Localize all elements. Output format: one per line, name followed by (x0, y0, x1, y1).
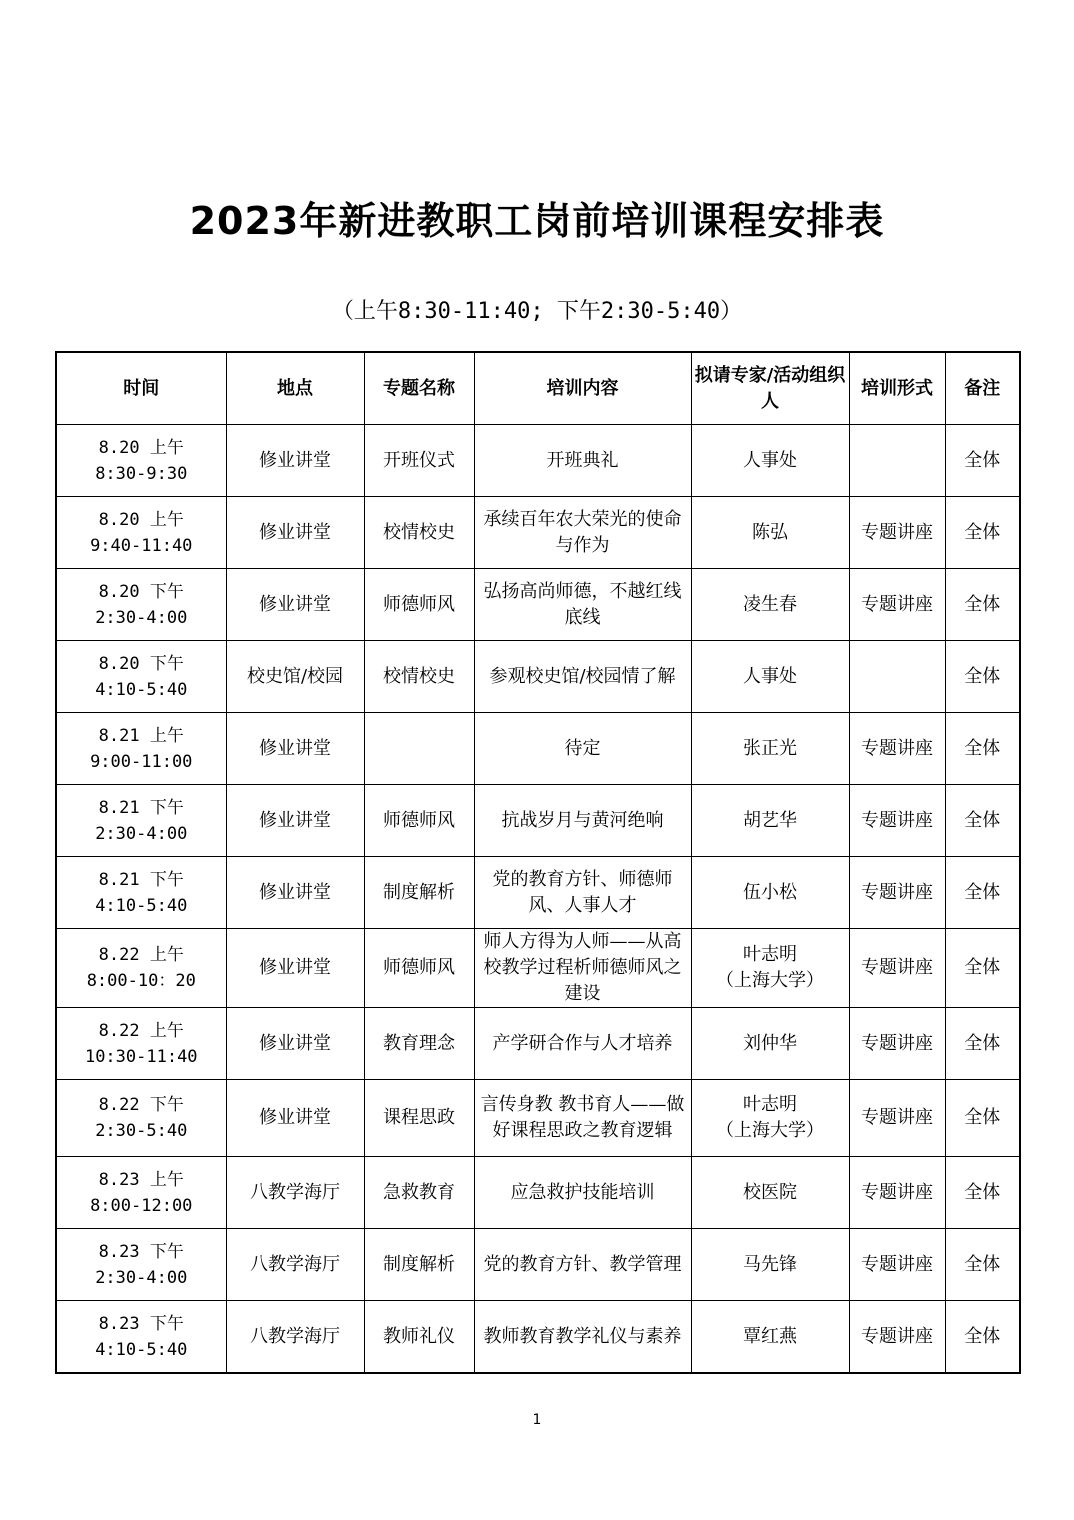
cell-topic: 师德师风 (364, 785, 474, 857)
session-time: 2:30-4:00 (95, 1267, 188, 1288)
table-row (56, 1008, 1020, 1080)
speaker-name: 陈弘 (752, 521, 788, 543)
session-time: 2:30-5:40 (95, 1121, 188, 1141)
table-row (56, 569, 1020, 641)
table-row (56, 497, 1020, 569)
cell-topic: 教育理念 (364, 1008, 474, 1080)
session-time: 10:30-11:40 (84, 1046, 198, 1067)
cell-content: 党的教育方针、师德师风、人事人才 (474, 857, 691, 929)
table-row (56, 425, 1020, 497)
table-row (56, 1229, 1020, 1301)
table-row (56, 1301, 1020, 1374)
header-note: 备注 (945, 352, 1020, 425)
cell-location: 八教学海厅 (226, 1157, 364, 1229)
cell-content: 言传身教 教书育人——做好课程思政之教育逻辑 (474, 1080, 691, 1157)
cell-format: 专题讲座 (849, 785, 945, 857)
cell-format: 专题讲座 (849, 497, 945, 569)
cell-topic: 制度解析 (364, 857, 474, 929)
cell-speaker (691, 713, 849, 785)
header-content: 培训内容 (474, 352, 691, 425)
cell-topic: 师德师风 (364, 569, 474, 641)
speaker-name: 张正光 (743, 737, 797, 759)
cell-time (56, 785, 226, 857)
cell-format: 专题讲座 (849, 1301, 945, 1374)
cell-time (56, 1301, 226, 1374)
speaker-name: 叶志明 (743, 1094, 797, 1115)
cell-speaker (691, 1301, 849, 1374)
cell-topic: 开班仪式 (364, 425, 474, 497)
cell-time (56, 857, 226, 929)
session-time: 4:10-5:40 (95, 895, 188, 916)
speaker-name: 胡艺华 (743, 809, 797, 831)
cell-location: 修业讲堂 (226, 857, 364, 929)
cell-time (56, 497, 226, 569)
cell-speaker (691, 1157, 849, 1229)
session-date: 8.23 下午 (98, 1313, 184, 1334)
session-date: 8.20 下午 (98, 581, 184, 602)
cell-format: 专题讲座 (849, 569, 945, 641)
cell-time (56, 1157, 226, 1229)
cell-format: 专题讲座 (849, 929, 945, 1008)
cell-speaker (691, 1008, 849, 1080)
cell-format: 专题讲座 (849, 1008, 945, 1080)
session-date: 8.23 上午 (98, 1169, 184, 1190)
header-format: 培训形式 (849, 352, 945, 425)
cell-topic (364, 713, 474, 785)
table-row (56, 1080, 1020, 1157)
cell-speaker (691, 425, 849, 497)
cell-format (849, 641, 945, 713)
speaker-organization: （上海大学） (716, 970, 824, 991)
session-time: 4:10-5:40 (95, 679, 188, 700)
cell-location: 修业讲堂 (226, 713, 364, 785)
cell-speaker (691, 1080, 849, 1157)
cell-note: 全体 (945, 857, 1020, 929)
speaker-name: 马先锋 (743, 1253, 797, 1275)
session-date: 8.21 下午 (98, 797, 184, 818)
cell-format: 专题讲座 (849, 1157, 945, 1229)
cell-note: 全体 (945, 1080, 1020, 1157)
cell-content: 党的教育方针、教学管理 (474, 1229, 691, 1301)
table-row (56, 1157, 1020, 1229)
cell-time (56, 425, 226, 497)
session-time: 8:30-9:30 (95, 463, 188, 484)
cell-speaker (691, 641, 849, 713)
session-date: 8.23 下午 (98, 1241, 184, 1262)
page-title: 2023年新进教职工岗前培训课程安排表 (189, 199, 885, 243)
cell-speaker (691, 1229, 849, 1301)
cell-speaker (691, 857, 849, 929)
cell-location: 修业讲堂 (226, 1008, 364, 1080)
cell-content: 师人方得为人师——从高校教学过程析师德师风之建设 (474, 929, 691, 1008)
cell-speaker (691, 929, 849, 1008)
schedule-hours-note: （上午8:30-11:40; 下午2:30-5:40） (331, 299, 743, 324)
cell-note: 全体 (945, 929, 1020, 1008)
cell-location: 修业讲堂 (226, 569, 364, 641)
schedule-table (55, 351, 1021, 1374)
session-time: 2:30-4:00 (95, 607, 188, 628)
cell-location: 八教学海厅 (226, 1301, 364, 1374)
cell-format: 专题讲座 (849, 1080, 945, 1157)
cell-note: 全体 (945, 641, 1020, 713)
cell-content: 抗战岁月与黄河绝响 (474, 785, 691, 857)
table-row (56, 785, 1020, 857)
cell-topic: 校情校史 (364, 497, 474, 569)
cell-time (56, 929, 226, 1008)
table-header-row (56, 352, 1020, 425)
cell-format: 专题讲座 (849, 1229, 945, 1301)
cell-content: 应急救护技能培训 (474, 1157, 691, 1229)
cell-note: 全体 (945, 1008, 1020, 1080)
speaker-name: 刘仲华 (743, 1032, 797, 1054)
cell-note: 全体 (945, 1157, 1020, 1229)
cell-location: 八教学海厅 (226, 1229, 364, 1301)
cell-topic: 课程思政 (364, 1080, 474, 1157)
session-date: 8.22 下午 (98, 1095, 184, 1115)
cell-topic: 校情校史 (364, 641, 474, 713)
cell-content: 待定 (474, 713, 691, 785)
cell-time (56, 641, 226, 713)
cell-note: 全体 (945, 1229, 1020, 1301)
session-time: 8:00-12:00 (90, 1195, 193, 1216)
session-date: 8.22 上午 (98, 1020, 184, 1041)
cell-time (56, 1229, 226, 1301)
table-row (56, 713, 1020, 785)
speaker-name: 凌生春 (743, 593, 797, 615)
cell-time (56, 1080, 226, 1157)
speaker-name: 人事处 (743, 665, 797, 687)
speaker-name: 覃红燕 (743, 1325, 797, 1347)
cell-time (56, 713, 226, 785)
session-date: 8.20 上午 (98, 437, 184, 458)
cell-note: 全体 (945, 1301, 1020, 1374)
cell-note: 全体 (945, 713, 1020, 785)
cell-speaker (691, 569, 849, 641)
session-time: 2:30-4:00 (95, 823, 188, 844)
speaker-name: 叶志明 (743, 944, 797, 965)
cell-topic: 教师礼仪 (364, 1301, 474, 1374)
cell-speaker (691, 785, 849, 857)
session-date: 8.22 上午 (98, 945, 184, 965)
speaker-name: 人事处 (743, 449, 797, 471)
cell-speaker (691, 497, 849, 569)
session-time: 9:40-11:40 (90, 535, 193, 556)
session-date: 8.20 上午 (98, 509, 184, 530)
cell-time (56, 569, 226, 641)
speaker-organization: （上海大学） (716, 1120, 824, 1141)
cell-note: 全体 (945, 425, 1020, 497)
cell-content: 弘扬高尚师德，不越红线底线 (474, 569, 691, 641)
header-topic: 专题名称 (364, 352, 474, 425)
cell-content: 开班典礼 (474, 425, 691, 497)
cell-location: 修业讲堂 (226, 785, 364, 857)
session-date: 8.20 下午 (98, 653, 184, 674)
cell-location: 修业讲堂 (226, 1080, 364, 1157)
cell-note: 全体 (945, 785, 1020, 857)
cell-content: 承续百年农大荣光的使命与作为 (474, 497, 691, 569)
table-row (56, 641, 1020, 713)
cell-location: 修业讲堂 (226, 425, 364, 497)
cell-location: 修业讲堂 (226, 929, 364, 1008)
session-time: 4:10-5:40 (95, 1339, 188, 1360)
session-time: 9:00-11:00 (90, 751, 193, 772)
cell-topic: 师德师风 (364, 929, 474, 1008)
cell-note: 全体 (945, 497, 1020, 569)
speaker-name: 校医院 (743, 1181, 797, 1203)
table-row (56, 857, 1020, 929)
cell-format: 专题讲座 (849, 857, 945, 929)
speaker-name: 伍小松 (743, 881, 797, 903)
page-number: 1 (532, 1412, 542, 1428)
cell-content: 教师教育教学礼仪与素养 (474, 1301, 691, 1374)
cell-time (56, 1008, 226, 1080)
session-date: 8.21 上午 (98, 725, 184, 746)
cell-location: 修业讲堂 (226, 497, 364, 569)
session-date: 8.21 下午 (98, 869, 184, 890)
cell-note: 全体 (945, 569, 1020, 641)
header-time: 时间 (56, 352, 226, 425)
cell-format: 专题讲座 (849, 713, 945, 785)
session-time: 8:00-10：20 (86, 971, 196, 991)
cell-location: 校史馆/校园 (226, 641, 364, 713)
table-row (56, 929, 1020, 1008)
cell-topic: 制度解析 (364, 1229, 474, 1301)
cell-format (849, 425, 945, 497)
cell-content: 产学研合作与人才培养 (474, 1008, 691, 1080)
schedule-body (56, 425, 1020, 1374)
cell-content: 参观校史馆/校园情了解 (474, 641, 691, 713)
header-location: 地点 (226, 352, 364, 425)
cell-topic: 急救教育 (364, 1157, 474, 1229)
header-speaker: 拟请专家/活动组织人 (691, 352, 849, 425)
